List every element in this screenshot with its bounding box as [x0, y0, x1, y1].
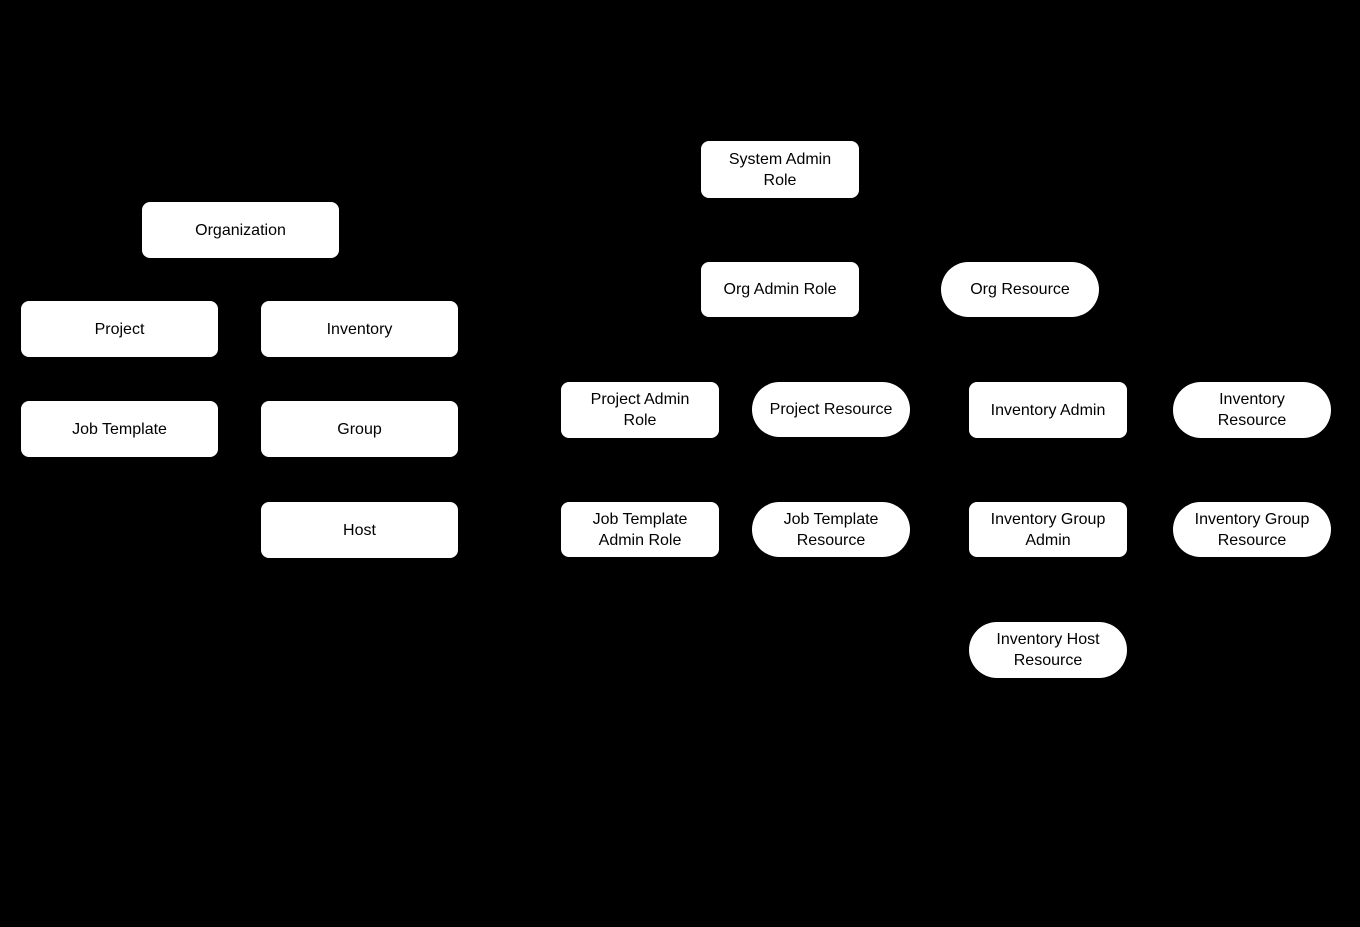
- node-inventory-group-admin: [969, 502, 1127, 557]
- node-label-line: Admin Role: [598, 531, 682, 549]
- node-label: [561, 389, 719, 431]
- node-label: [561, 509, 719, 551]
- node-label-line: Organization: [195, 221, 286, 239]
- node-label-line: Org Resource: [970, 281, 1070, 298]
- node-label-line: Inventory Group: [1194, 510, 1310, 528]
- node-inventory: [261, 301, 458, 357]
- node-label-line: Project: [94, 320, 145, 338]
- node-label-line: Job Template: [592, 510, 688, 528]
- node-label-line: Role: [623, 412, 657, 429]
- node-label-line: Inventory Host: [996, 631, 1100, 648]
- node-label-line: System Admin: [728, 150, 832, 168]
- node-label-line: Resource: [796, 531, 866, 549]
- node-label-line: Resource: [1217, 531, 1287, 549]
- node-group: [261, 401, 458, 457]
- node-label: [261, 419, 458, 440]
- node-label-line: Project Admin: [590, 391, 690, 408]
- node-label-line: Host: [343, 521, 376, 539]
- node-label-line: Org Admin Role: [723, 281, 837, 298]
- node-label-line: Group: [337, 420, 382, 438]
- node-inventory-host-resource: [969, 622, 1127, 678]
- node-label-line: Job Template: [72, 420, 167, 438]
- node-job-template: [21, 401, 218, 457]
- node-label-line: Resource: [1217, 412, 1287, 429]
- node-label: [1173, 509, 1331, 551]
- node-label: [969, 509, 1127, 551]
- node-label-line: Admin: [1025, 531, 1071, 549]
- node-label: [21, 419, 218, 440]
- node-job-template-resource: [752, 502, 910, 557]
- node-org-admin-role: [701, 262, 859, 317]
- node-label: [752, 509, 910, 551]
- node-label-line: Inventory: [326, 320, 393, 338]
- node-project-resource: [752, 382, 910, 437]
- node-label-line: Inventory Group: [990, 510, 1106, 528]
- node-label-line: Role: [763, 171, 797, 189]
- node-label: [941, 279, 1099, 300]
- node-label: [1173, 389, 1331, 431]
- node-inventory-group-resource: [1173, 502, 1331, 557]
- node-label-line: Inventory Admin: [990, 401, 1106, 419]
- node-label: [969, 629, 1127, 671]
- node-inventory-admin: [969, 382, 1127, 438]
- node-label-line: Resource: [1013, 652, 1083, 669]
- node-label: [21, 319, 218, 340]
- node-host: [261, 502, 458, 558]
- node-job-template-admin-role: [561, 502, 719, 557]
- node-label: [261, 319, 458, 340]
- node-label: [142, 220, 339, 241]
- node-project-admin-role: [561, 382, 719, 438]
- node-inventory-resource: [1173, 382, 1331, 438]
- node-label: [752, 399, 910, 420]
- node-label: [701, 279, 859, 300]
- node-system-admin-role: [701, 141, 859, 198]
- node-organization: [142, 202, 339, 258]
- node-label: [261, 520, 458, 541]
- node-project: [21, 301, 218, 357]
- node-label-line: Project Resource: [769, 401, 893, 418]
- node-label-line: Inventory: [1219, 391, 1285, 408]
- node-label: [701, 149, 859, 191]
- node-label-line: Job Template: [783, 510, 879, 528]
- node-org-resource: [941, 262, 1099, 317]
- node-label: [969, 400, 1127, 421]
